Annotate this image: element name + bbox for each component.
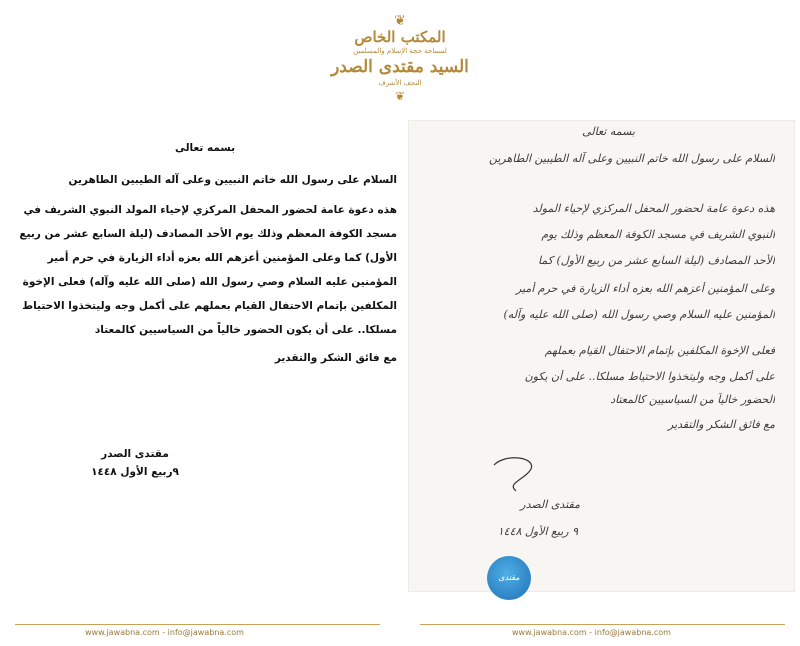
- hand-line: السلام على رسول الله خاتم النبيين وعلى آله الطيبين الطاهرين: [488, 152, 775, 165]
- hand-basmala: بسمه تعالى: [582, 125, 635, 138]
- typed-statement: [5, 142, 405, 370]
- logo-title: لسماحة حجة الإسلام والمسلمين: [353, 47, 447, 55]
- letterhead: [0, 0, 800, 135]
- hand-line: مع فائق الشكر والتقدير: [668, 418, 775, 431]
- office-logo: [330, 14, 470, 124]
- hand-line: المؤمنين عليه السلام وصي رسول الله (صلى الله عليه وآله): [503, 308, 775, 321]
- ornament-icon: ❦: [394, 13, 406, 29]
- typed-signature: مقتدى الصدر: [101, 448, 169, 460]
- footer-contact-right: www.jawabna.com - info@jawabna.com: [512, 628, 671, 637]
- hand-line: على أكمل وجه وليتخذوا الاحتياط مسلكا.. على أن يكون: [524, 370, 775, 383]
- typed-date: ٩ربيع الأول ١٤٤٨: [91, 466, 179, 478]
- hand-line: النبوي الشريف في مسجد الكوفة المعظم وذلك يوم: [541, 228, 775, 241]
- typed-closing: مع فائق الشكر والتقدير: [274, 352, 397, 364]
- footer-rule-right: [420, 624, 785, 625]
- hand-line: هذه دعوة عامة لحضور المحفل المركزي لإحياء المولد: [532, 202, 775, 215]
- hand-date: ٩ ربيع الأول ١٤٤٨: [497, 525, 578, 538]
- hand-line: فعلى الإخوة المكلفين بإتمام الاحتفال القيام بعملهم: [544, 344, 775, 357]
- logo-office-name: المكتب الخاص: [354, 28, 446, 46]
- footer-contact-left: www.jawabna.com - info@jawabna.com: [85, 628, 244, 637]
- ornament-icon: ❦: [394, 89, 406, 103]
- typed-body: هذه دعوة عامة لحضور المحفل المركزي لإحياء المولد النبوي الشريف في مسجد الكوفة المعظم وذلك يوم الأحد المصادف (ليلة السابع عشر من ربيع الأول) كما وعلى المؤمنين أعزهم الله بعزه أداء الزيارة في حرم أمير المؤمنين عليه السلام وصي رسول الله (صلى الله عليه وآله) فعلى الإخوة المكلفين بإتمام الاحتفال القيام بعملهم على أكمل وجه وليتخذوا الاحتياط مسلكا.. على أن يكون الحضور خالياً من السياسيين كالمعتاد: [19, 204, 397, 336]
- hand-line: الحضور خالياً من السياسيين كالمعتاد: [610, 393, 775, 406]
- footer-rule-left: [15, 624, 380, 625]
- seal-stamp: مقتدى: [487, 556, 531, 600]
- typed-basmala: بسمه تعالى: [174, 142, 236, 154]
- hand-line: الأحد المصادف (ليلة السابع عشر من ربيع الأول) كما: [538, 254, 775, 267]
- logo-city: النجف الأشرف: [378, 79, 422, 87]
- logo-person-name: السيد مقتدى الصدر: [331, 57, 469, 77]
- hand-signature: مقتدى الصدر: [520, 498, 580, 511]
- hand-line: وعلى المؤمنين أعزهم الله بعزه أداء الزيارة في حرم أمير: [515, 282, 775, 295]
- typed-greeting: السلام على رسول الله خاتم النبيين وعلى آله الطيبين الطاهرين: [68, 174, 397, 186]
- signature-flourish: [486, 455, 561, 495]
- typed-signature-block: [50, 445, 220, 481]
